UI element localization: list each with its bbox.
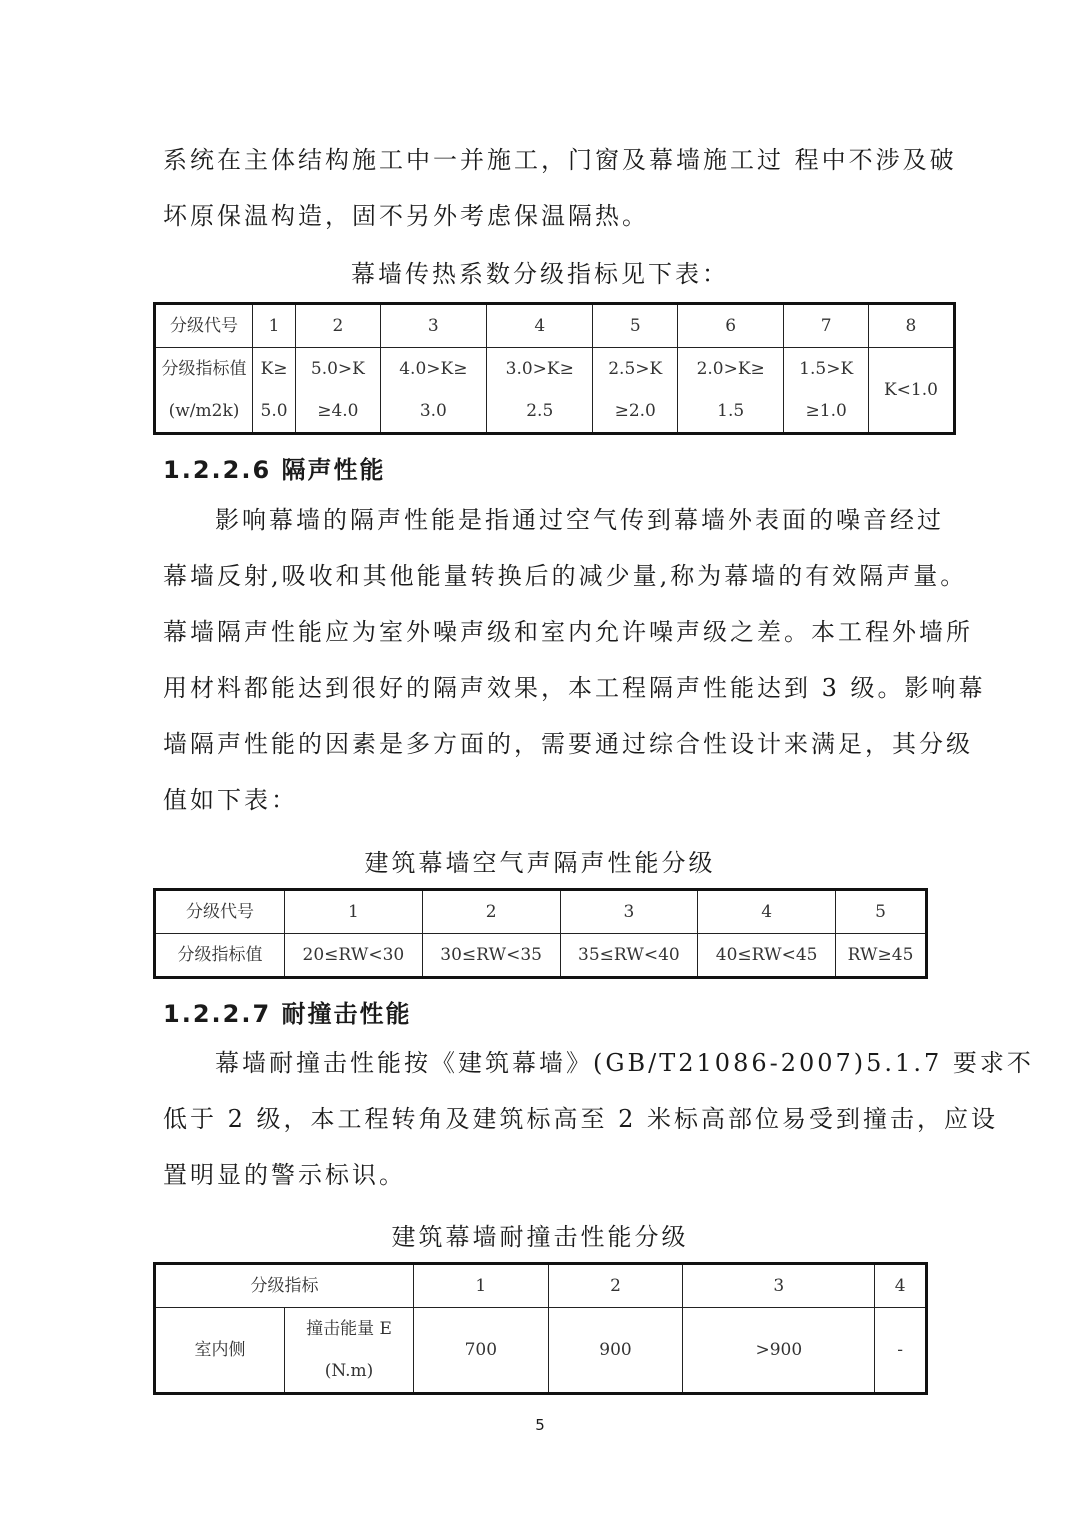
table-cell: 1 [285,890,423,934]
cell-line: ≥2.0 [614,401,656,421]
cell-line: 2.0>K≥ [696,359,765,379]
section-heading-impact: 1.2.2.7 耐撞击性能 [163,1000,412,1028]
table-cell: 4 [487,304,593,348]
text-line: 影响幕墙的隔声性能是指通过空气传到幕墙外表面的噪音经过 [215,506,944,534]
table-cell: 7 [784,304,869,348]
cell-line: 1.5 [717,401,745,421]
table-cell: 700 [414,1308,549,1394]
cell-line: 分级指标值 [161,359,247,379]
impact-paragraph [163,1035,1034,1203]
text-line: 系统在主体结构施工中一并施工，门窗及幕墙施工过 程中不涉及破 [163,146,957,174]
table-row [155,890,927,934]
cell-line: 3.0 [419,401,447,421]
table-cell: 3 [380,304,486,348]
table-cell: 8 [868,304,954,348]
table-cell: 4 [875,1264,927,1308]
cell-line: 5.0>K [310,359,365,379]
table-cell: 1 [253,304,296,348]
text-line: 低于 2 级，本工程转角及建筑标高至 2 米标高部位易受到撞击，应设 [163,1105,999,1133]
table-row [155,934,927,978]
cell-line: K≥ [260,359,288,379]
cell-line: ≥4.0 [317,401,359,421]
cell-line: 4.0>K≥ [399,359,468,379]
table-cell: 2 [548,1264,683,1308]
table-cell: 1 [414,1264,549,1308]
text-line: 值如下表： [163,786,298,814]
sound-paragraph [163,492,986,828]
text-line: 幕墙隔声性能应为室外噪声级和室内允许噪声级之差。本工程外墙所 [163,618,973,646]
sound-insulation-table [153,888,928,979]
section-heading-sound: 1.2.2.6 隔声性能 [163,456,386,484]
text-line: 置明显的警示标识。 [163,1161,406,1189]
cell-line: 1.5>K [799,359,854,379]
table-cell: 5 [836,890,927,934]
heat-table-caption: 幕墙传热系数分级指标见下表： [351,260,729,288]
table-row [155,1264,927,1308]
impact-resistance-table [153,1262,928,1395]
table-header-cell: 分级指标 [155,1264,414,1308]
cell-line: 2.5 [526,401,554,421]
table-cell: 6 [677,304,783,348]
table-row [155,348,955,434]
table-cell: 3 [683,1264,875,1308]
table-cell: 4 [698,890,836,934]
text-line: 用材料都能达到很好的隔声效果，本工程隔声性能达到 3 级。影响幕 [163,674,986,702]
table-header-cell: 室内侧 [155,1308,285,1394]
text-line: 墙隔声性能的因素是多方面的，需要通过综合性设计来满足，其分级 [163,730,973,758]
table-cell [677,348,783,434]
table-header-cell: 分级代号 [155,890,285,934]
table-cell [380,348,486,434]
table-row [155,304,955,348]
cell-line: ≥1.0 [805,401,847,421]
table-header-cell: 分级指标值 [155,934,285,978]
table-cell [296,348,381,434]
table-cell: 30≤RW<35 [422,934,560,978]
table-header-cell [285,1308,414,1394]
page-number: 5 [535,1416,545,1434]
text-line: 幕墙反射,吸收和其他能量转换后的减少量,称为幕墙的有效隔声量。 [163,562,968,590]
table-cell: 2 [296,304,381,348]
table-cell: 2 [422,890,560,934]
table-cell [784,348,869,434]
impact-table-caption: 建筑幕墙耐撞击性能分级 [391,1223,689,1251]
table-header-cell [155,348,253,434]
cell-line: 5.0 [260,401,288,421]
cell-line: (N.m) [324,1361,374,1381]
table-cell: - [875,1308,927,1394]
table-cell: RW≥45 [836,934,927,978]
table-cell [253,348,296,434]
sound-table-caption: 建筑幕墙空气声隔声性能分级 [364,849,716,877]
table-cell: 40≤RW<45 [698,934,836,978]
table-cell: 20≤RW<30 [285,934,423,978]
text-line: 坏原保温构造，固不另外考虑保温隔热。 [163,202,649,230]
table-cell: 35≤RW<40 [560,934,698,978]
text-line: 幕墙耐撞击性能按《建筑幕墙》(GB/T21086-2007)5.1.7 要求不 [215,1049,1034,1077]
table-header-cell: 分级代号 [155,304,253,348]
table-cell [593,348,678,434]
cell-line: (w/m2k) [168,401,240,421]
cell-line: 2.5>K [608,359,663,379]
intro-paragraph [163,132,957,244]
cell-line: 3.0>K≥ [505,359,574,379]
table-cell: 3 [560,890,698,934]
table-cell: >900 [683,1308,875,1394]
table-cell: 900 [548,1308,683,1394]
table-cell [487,348,593,434]
table-cell: 5 [593,304,678,348]
heat-transfer-table [153,302,956,435]
table-cell: K<1.0 [868,348,954,434]
cell-line: 撞击能量 E [306,1319,392,1339]
table-row [155,1308,927,1394]
